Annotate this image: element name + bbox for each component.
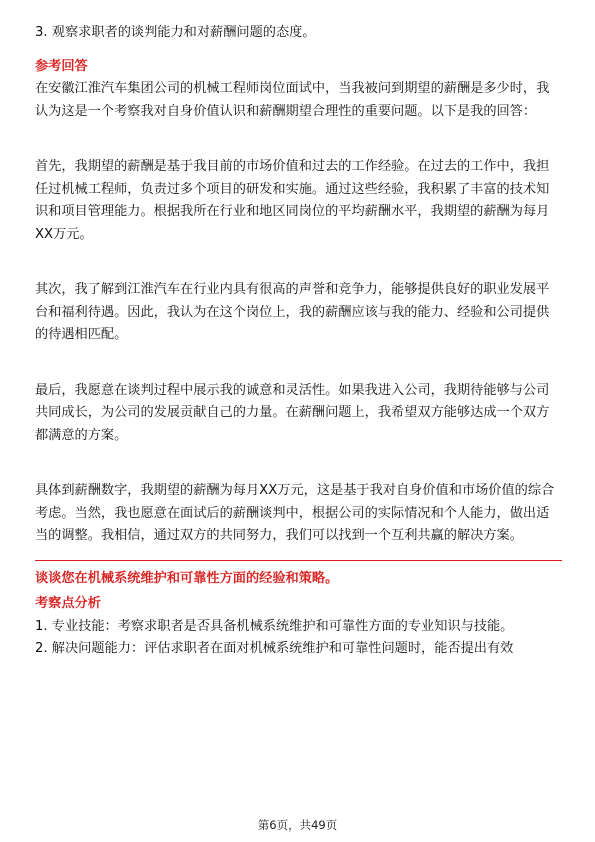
intro-line: 3. 观察求职者的谈判能力和对薪酬问题的态度。 [35, 25, 316, 40]
analysis-heading: 考察点分析 [35, 596, 101, 611]
section-divider [35, 560, 562, 561]
answer-paragraph-3: 最后，我愿意在谈判过程中展示我的诚意和灵活性。如果我进入公司，我期待能够与公司共同成长，为公司的发展贡献自己的力量。在薪酬问题上，我希望双方能够达成一个双方都满意的方案。 [35, 382, 550, 443]
page-content [35, 22, 562, 661]
answer-intro-paragraph: 在安徽江淮汽车集团公司的机械工程师岗位面试中，当我被问到期望的薪酬是多少时，我认为这是一个考察我对自身价值认识和薪酬期望合理性的重要问题。以下是我的回答： [35, 81, 550, 119]
reference-answer-heading: 参考回答 [35, 58, 88, 74]
page-footer: 第6页，共49页 [257, 818, 338, 832]
answer-paragraph-4: 具体到薪酬数字，我期望的薪酬为每月XX万元，这是基于我对自身价值和市场价值的综合考虑。当然，我也愿意在面试后的薪酬谈判中，根据公司的实际情况和个人能力，做出适当的调整。我相信，通过双方的共同努力，我们可以找到一个互利共赢的解决方案。 [35, 483, 555, 543]
answer-paragraph-2: 其次，我了解到江淮汽车在行业内具有很高的声誉和竞争力，能够提供良好的职业发展平台和福利待遇。因此，我认为在这个岗位上，我的薪酬应该与我的能力、经验和公司提供的待遇相匹配。 [35, 282, 550, 342]
next-question-heading: 谈谈您在机械系统维护和可靠性方面的经验和策略。 [35, 570, 339, 586]
analysis-item-2: 2. 解决问题能力：评估求职者在面对机械系统维护和可靠性问题时，能否提出有效 [35, 641, 514, 656]
analysis-item-1: 1. 专业技能：考察求职者是否具备机械系统维护和可靠性方面的专业知识与技能。 [35, 618, 514, 634]
answer-paragraph-1: 首先，我期望的薪酬是基于我目前的市场价值和过去的工作经验。在过去的工作中，我担任过机械工程师，负责过多个项目的研发和实施。通过这些经验，我积累了丰富的技术知识和项目管理能力。根据我所在行业和地区同岗位的平均薪酬水平，我期望的薪酬为每月XX万元。 [35, 159, 550, 242]
